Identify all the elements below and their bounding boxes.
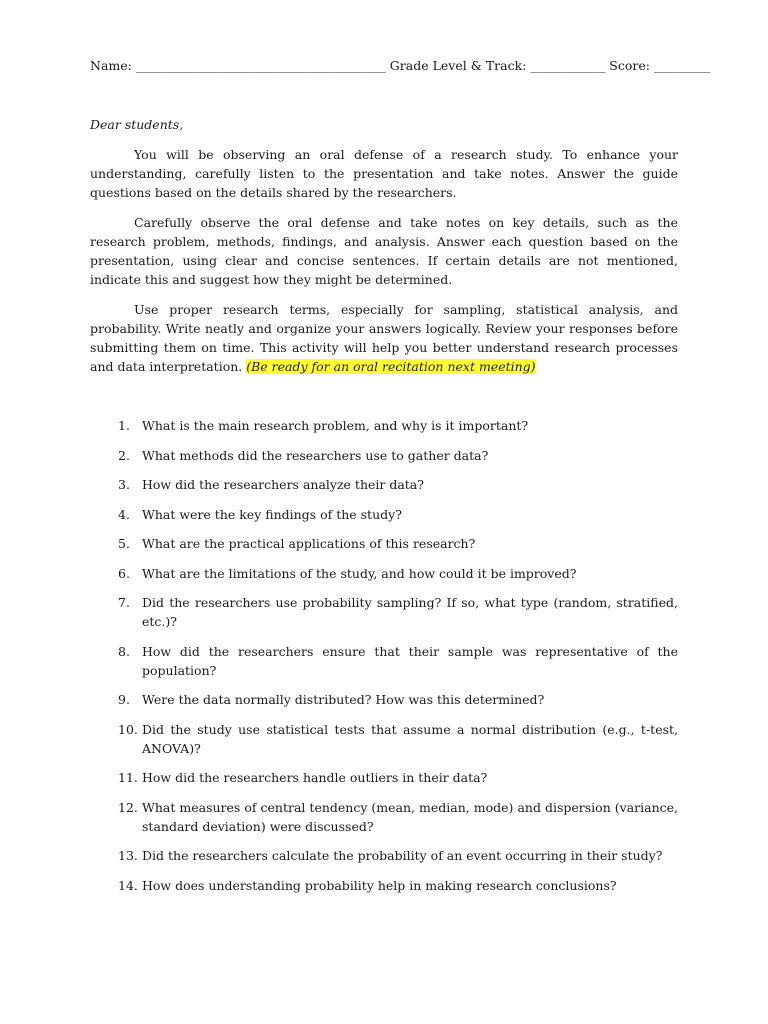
question-text: What are the practical applications of this research? bbox=[142, 536, 476, 551]
question-item bbox=[90, 446, 678, 465]
question-text: Did the study use statistical tests that assume a normal distribution (e.g., t-test, ANOVA)? bbox=[142, 721, 678, 756]
question-number: 4. bbox=[118, 506, 130, 522]
question-text: How did the researchers analyze their data? bbox=[142, 477, 424, 492]
question-text: How does understanding probability help in making research conclusions? bbox=[142, 877, 617, 893]
question-item bbox=[90, 564, 678, 583]
question-number: 13. bbox=[118, 848, 138, 863]
question-item bbox=[90, 475, 678, 494]
question-number: 8. bbox=[118, 643, 130, 659]
question-text: What is the main research problem, and why is it important? bbox=[142, 418, 529, 433]
question-item bbox=[90, 720, 678, 758]
question-item bbox=[90, 505, 678, 524]
question-text: How did the researchers ensure that their sample was representative of the population? bbox=[142, 643, 678, 678]
guide-questions-list bbox=[90, 416, 678, 905]
question-number: 2. bbox=[118, 447, 130, 463]
question-text: What were the key findings of the study? bbox=[142, 506, 402, 522]
question-item bbox=[90, 846, 678, 865]
highlighted-note: (Be ready for an oral recitation next meeting) bbox=[246, 359, 536, 374]
question-item bbox=[90, 416, 678, 435]
student-info-line: Name: ________________________________________ Grade Level & Track: ____________ Score: _________ bbox=[90, 58, 711, 73]
question-item bbox=[90, 690, 678, 709]
question-number: 1. bbox=[118, 418, 130, 433]
question-item bbox=[90, 593, 678, 631]
question-text: What are the limitations of the study, and how could it be improved? bbox=[142, 565, 577, 581]
question-number: 5. bbox=[118, 536, 130, 551]
question-item bbox=[90, 642, 678, 680]
question-item bbox=[90, 534, 678, 553]
question-text: Did the researchers calculate the probability of an event occurring in their study? bbox=[142, 848, 663, 863]
question-text: What methods did the researchers use to gather data? bbox=[142, 447, 489, 463]
question-number: 12. bbox=[118, 799, 138, 815]
question-number: 6. bbox=[118, 565, 130, 581]
instruction-paragraph-3 bbox=[90, 300, 678, 376]
question-number: 7. bbox=[118, 595, 130, 610]
question-text: What measures of central tendency (mean, median, mode) and dispersion (variance, standard deviation) were discussed? bbox=[142, 799, 678, 834]
question-text: Did the researchers use probability sampling? If so, what type (random, stratified, etc.)? bbox=[142, 595, 678, 629]
question-item bbox=[90, 798, 678, 836]
instruction-paragraph-2: Carefully observe the oral defense and take notes on key details, such as the research problem, methods, findings, and analysis. Answer each question based on the presentation, using clear and concise sentences. If certain details are not mentioned, indicate this and suggest how they might be determined. bbox=[90, 215, 678, 287]
question-number: 14. bbox=[118, 877, 138, 893]
question-text: How did the researchers handle outliers in their data? bbox=[142, 770, 488, 785]
question-text: Were the data normally distributed? How was this determined? bbox=[142, 692, 545, 707]
question-item bbox=[90, 876, 678, 895]
question-number: 9. bbox=[118, 692, 130, 707]
question-number: 10. bbox=[118, 721, 138, 737]
question-number: 11. bbox=[118, 770, 138, 785]
instruction-paragraph-3-text: Use proper research terms, especially for sampling, statistical analysis, and probability. Write neatly and organize your answers logically. Review your responses before submitting them on time. This activity will help you better understand research processes and data interpretation. bbox=[90, 302, 678, 374]
question-number: 3. bbox=[118, 477, 130, 492]
instruction-paragraph-1: You will be observing an oral defense of a research study. To enhance your understanding, carefully listen to the presentation and take notes. Answer the guide questions based on the details shared by the researchers. bbox=[90, 147, 678, 200]
question-item bbox=[90, 768, 678, 787]
salutation: Dear students, bbox=[90, 117, 184, 132]
